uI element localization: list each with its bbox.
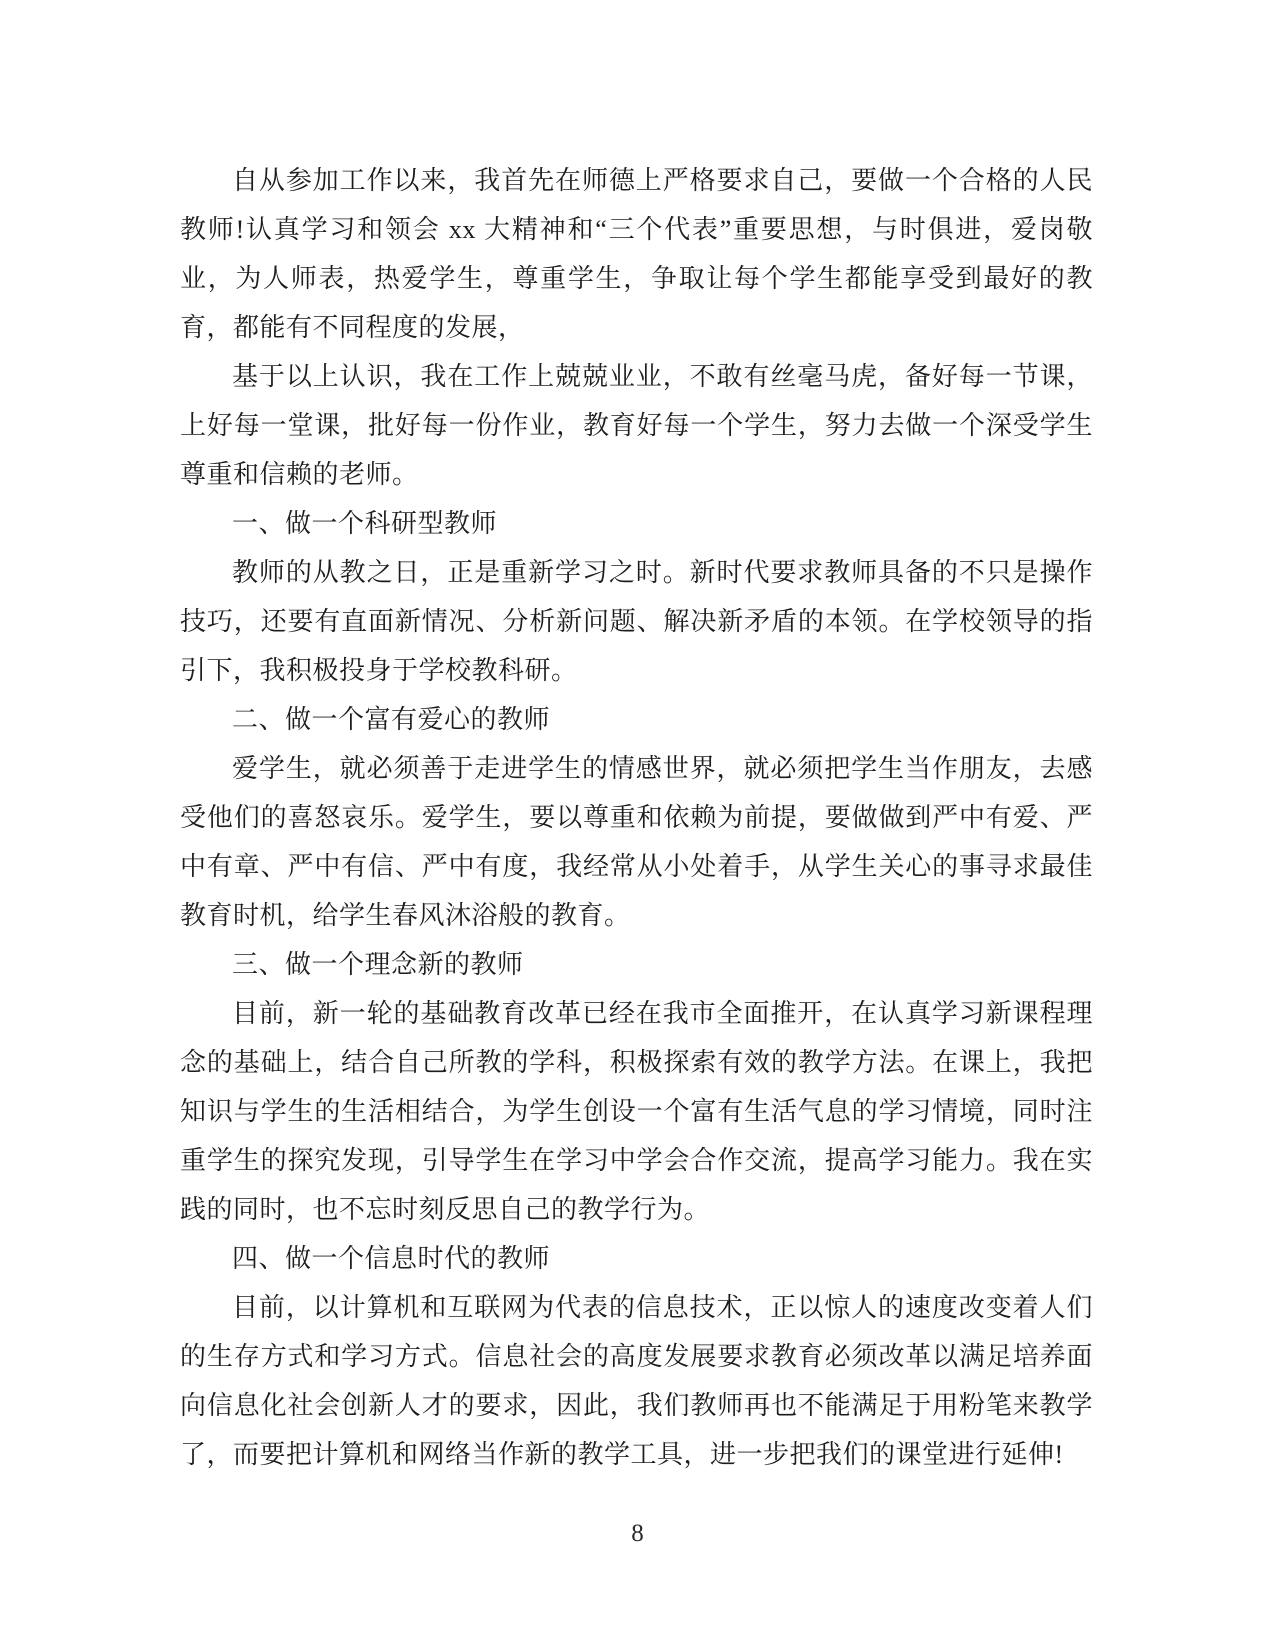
section-heading-3: 三、做一个理念新的教师 [232, 950, 524, 979]
section-heading-4: 四、做一个信息时代的教师 [232, 1244, 551, 1273]
paragraph-intro: 自从参加工作以来，我首先在师德上严格要求自己，要做一个合格的人民教师!认真学习和领会 xx 大精神和“三个代表”重要思想，与时俱进，爱岗敬业，为人师表，热爱学生，尊重学生，争取让每个学生都能享受到最好的教育，都能有不同程度的发展， [180, 166, 1093, 342]
section-heading-1: 一、做一个科研型教师 [232, 509, 498, 538]
page-number: 8 [631, 1520, 644, 1547]
section-body-3: 目前，新一轮的基础教育改革已经在我市全面推开，在认真学习新课程理念的基础上，结合自己所教的学科，积极探索有效的教学方法。在课上，我把知识与学生的生活相结合，为学生创设一个富有生活气息的学习情境，同时注重学生的探究发现，引导学生在学习中学会合作交流，提高学习能力。我在实践的同时，也不忘时刻反思自己的教学行为。 [180, 999, 1093, 1224]
paragraph-commitment: 基于以上认识，我在工作上兢兢业业，不敢有丝毫马虎，备好每一节课，上好每一堂课，批好每一份作业，教育好每一个学生，努力去做一个深受学生尊重和信赖的老师。 [180, 362, 1093, 489]
document-body [180, 156, 1093, 1479]
section-body-1: 教师的从教之日，正是重新学习之时。新时代要求教师具备的不只是操作技巧，还要有直面新情况、分析新问题、解决新矛盾的本领。在学校领导的指引下，我积极投身于学校教科研。 [180, 558, 1093, 685]
section-body-2: 爱学生，就必须善于走进学生的情感世界，就必须把学生当作朋友，去感受他们的喜怒哀乐。爱学生，要以尊重和依赖为前提，要做做到严中有爱、严中有章、严中有信、严中有度，我经常从小处着手，从学生关心的事寻求最佳教育时机，给学生春风沐浴般的教育。 [180, 754, 1093, 930]
section-heading-2: 二、做一个富有爱心的教师 [232, 705, 551, 734]
section-body-4: 目前，以计算机和互联网为代表的信息技术，正以惊人的速度改变着人们的生存方式和学习方式。信息社会的高度发展要求教育必须改革以满足培养面向信息化社会创新人才的要求，因此，我们教师再也不能满足于用粉笔来教学了，而要把计算机和网络当作新的教学工具，进一步把我们的课堂进行延伸! [180, 1293, 1093, 1469]
